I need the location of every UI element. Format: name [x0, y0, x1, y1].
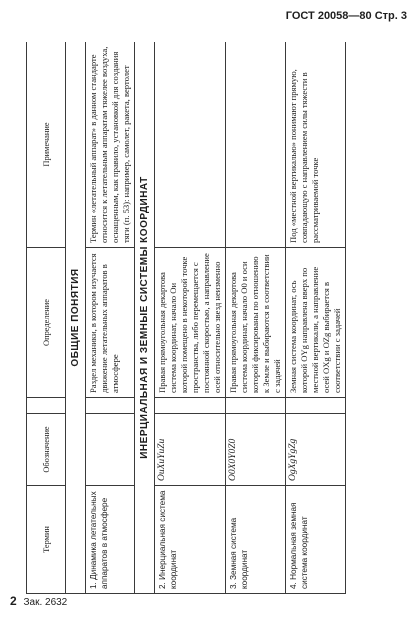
table-row	[286, 42, 346, 594]
symbol-cell: OgXgYgZg	[286, 414, 346, 486]
definition-cell: Земная система координат, ось которой OYg направлена вверх по местной вертикали, а направление осей OXg и OZg выбирается в соответствии с задачей	[286, 248, 346, 398]
table-row	[226, 42, 286, 594]
table-row	[155, 42, 226, 594]
symbol-cell	[86, 414, 135, 486]
spacer-cell	[226, 398, 286, 414]
print-order: Зак. 2632	[23, 597, 68, 608]
note-cell: Термин «летательный аппарат» в данном стандарте относится к летательным аппаратам тяжелее воздуха, оснащенным, как правило, установкой для создания тяги (п. 53): например, самолет, ракета, вертолет	[86, 42, 135, 248]
page-header: ГОСТ 20058—80 Стр. 3	[285, 10, 407, 22]
spacer-cell	[286, 398, 346, 414]
section-title-coordinates: ИНЕРЦИАЛЬНАЯ И ЗЕМНЫЕ СИСТЕМЫ КООРДИНАТ	[135, 42, 155, 594]
spacer-cell	[155, 398, 226, 414]
page-footer	[10, 594, 67, 608]
page-number: 2	[10, 594, 17, 608]
terms-table	[26, 42, 346, 594]
col-header-note: Примечание	[27, 42, 66, 248]
term-cell: 3. Земная система координат	[226, 486, 286, 594]
note-cell	[155, 42, 226, 248]
table-header-row	[27, 42, 66, 594]
table-sheet	[26, 42, 404, 594]
definition-cell: Правая прямоугольная декартова система координат, начало O0 и оси которой фиксированы по отношению к Земле и выбираются в соответствии с задачей	[226, 248, 286, 398]
col-header-spacer	[27, 398, 66, 414]
symbol-cell: O0X0Y0Z0	[226, 414, 286, 486]
spacer-cell	[86, 398, 135, 414]
col-header-term: Термин	[27, 486, 66, 594]
term-cell: 4. Нормальная земная система координат	[286, 486, 346, 594]
col-header-symbol: Обозначение	[27, 414, 66, 486]
note-cell: Под «местной вертикалью» понимают прямую, совпадающую с направлением силы тяжести в рассматриваемой точке	[286, 42, 346, 248]
section-title-general: ОБЩИЕ ПОНЯТИЯ	[66, 42, 86, 594]
rotated-table-container	[26, 42, 404, 594]
note-cell	[226, 42, 286, 248]
col-header-definition: Определение	[27, 248, 66, 398]
term-cell: 1. Динамика летательных аппаратов в атмосфере	[86, 486, 135, 594]
table-row	[86, 42, 135, 594]
section-row	[66, 42, 86, 594]
section-row	[135, 42, 155, 594]
definition-cell: Правая прямоугольная декартова система координат, начало Oи которой помещено в некоторой точке пространства, либо перемещается с постоянной скоростью, а направление осей относительно звезд неизменно	[155, 248, 226, 398]
symbol-cell: OиXиYиZи	[155, 414, 226, 486]
term-cell: 2. Инерциальная система координат	[155, 486, 226, 594]
definition-cell: Раздел механики, в котором изучается движение летательных аппаратов в атмосфере	[86, 248, 135, 398]
